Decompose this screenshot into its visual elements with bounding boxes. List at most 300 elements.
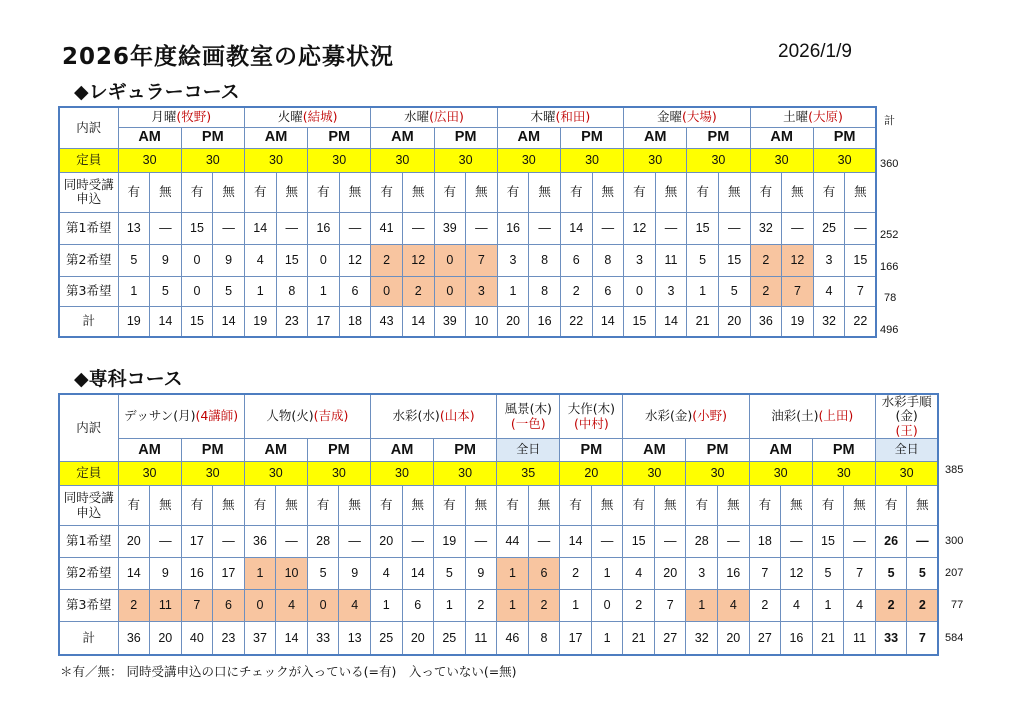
data-cell: 14 [560, 526, 592, 558]
data-cell: 20 [402, 622, 434, 655]
yes-header: 有 [118, 172, 150, 212]
capacity-value: 30 [813, 148, 876, 172]
course-header [875, 394, 938, 439]
data-cell: 2 [750, 244, 782, 276]
data-cell: 3 [624, 244, 656, 276]
capacity-value: 30 [308, 148, 371, 172]
row-label: 計 [59, 622, 118, 655]
day-name: 土曜 [783, 109, 809, 125]
data-cell: 5 [812, 558, 844, 590]
data-cell: 33 [307, 622, 339, 655]
data-cell: 2 [749, 590, 781, 622]
yes-header: 有 [370, 486, 402, 526]
data-cell: 9 [150, 558, 182, 590]
specialty-course-table [58, 393, 939, 656]
corner-label: 内訳 [59, 394, 118, 462]
data-cell: 15 [687, 212, 719, 244]
data-cell: 9 [213, 244, 245, 276]
data-cell: 14 [276, 622, 308, 655]
capacity-value: 30 [307, 462, 370, 486]
data-cell: 1 [497, 558, 529, 590]
data-cell: 13 [118, 212, 150, 244]
capacity-value: 30 [371, 148, 434, 172]
data-cell: 19 [244, 306, 276, 337]
day-header [371, 107, 497, 127]
data-cell: 16 [718, 558, 750, 590]
data-cell: 1 [497, 276, 529, 306]
data-cell: 2 [907, 590, 939, 622]
data-cell: 0 [434, 244, 466, 276]
day-header [624, 107, 750, 127]
pm-header: PM [560, 127, 623, 148]
data-cell: 14 [118, 558, 150, 590]
yes-header: 有 [812, 486, 844, 526]
row-label: 第1希望 [59, 212, 118, 244]
specialty-total-2: 207 [945, 567, 964, 579]
yes-header: 有 [181, 172, 213, 212]
pm-header: PM [307, 439, 370, 462]
data-cell: 26 [875, 526, 907, 558]
data-cell: 41 [371, 212, 403, 244]
data-cell: 32 [813, 306, 845, 337]
data-cell: 28 [307, 526, 339, 558]
data-cell: 36 [118, 622, 150, 655]
data-cell: 44 [497, 526, 529, 558]
specialty-capacity-total: 385 [945, 464, 964, 476]
capacity-value: 30 [812, 462, 875, 486]
yes-header: 有 [371, 172, 403, 212]
pm-header: PM [687, 127, 750, 148]
data-cell: 7 [181, 590, 213, 622]
data-cell: 1 [370, 590, 402, 622]
data-cell: — [465, 526, 497, 558]
pm-header: PM [560, 439, 623, 462]
yes-header: 有 [434, 486, 466, 526]
data-cell: 1 [812, 590, 844, 622]
teacher-name: (中村) [573, 415, 609, 431]
data-cell: 19 [118, 306, 150, 337]
yes-header: 有 [686, 486, 718, 526]
data-cell: 1 [497, 590, 529, 622]
data-cell: 7 [466, 244, 498, 276]
data-cell: 7 [845, 276, 877, 306]
row-label: 第3希望 [59, 276, 118, 306]
no-header: 無 [782, 172, 814, 212]
data-cell: 2 [528, 590, 560, 622]
am-header: AM [497, 127, 560, 148]
data-cell: — [907, 526, 939, 558]
data-cell: 5 [118, 244, 150, 276]
capacity-value: 30 [244, 462, 307, 486]
regular-total-2: 166 [880, 261, 899, 273]
data-cell: 8 [592, 244, 624, 276]
data-cell: 9 [339, 558, 371, 590]
no-header: 無 [591, 486, 623, 526]
specialty-total-1: 300 [945, 535, 964, 547]
specialty-section-title: ◆専科コース [74, 368, 183, 390]
data-cell: 5 [687, 244, 719, 276]
data-cell: 5 [718, 276, 750, 306]
data-cell: 28 [686, 526, 718, 558]
data-cell: 19 [434, 526, 466, 558]
no-header: 無 [654, 486, 686, 526]
no-header: 無 [402, 172, 434, 212]
regular-course-table [58, 106, 877, 338]
data-cell: 15 [181, 212, 213, 244]
course-name: 風景(木) [504, 401, 552, 417]
data-cell: — [213, 212, 245, 244]
data-cell: 16 [497, 212, 529, 244]
capacity-label: 定員 [59, 148, 118, 172]
capacity-value: 30 [370, 462, 433, 486]
data-cell: 4 [370, 558, 402, 590]
concurrent-label: 同時受講申込 [59, 486, 118, 526]
no-header: 無 [907, 486, 939, 526]
data-cell: 5 [150, 276, 182, 306]
data-cell: 11 [655, 244, 687, 276]
data-cell: 9 [150, 244, 182, 276]
data-cell: 15 [276, 244, 308, 276]
row-label: 第1希望 [59, 526, 118, 558]
data-cell: 1 [686, 590, 718, 622]
data-cell: — [150, 212, 182, 244]
data-cell: 36 [244, 526, 276, 558]
data-cell: 39 [434, 212, 466, 244]
data-cell: 2 [118, 590, 150, 622]
am-header: AM [750, 127, 813, 148]
data-cell: 3 [813, 244, 845, 276]
am-header: AM [118, 439, 181, 462]
data-cell: 11 [150, 590, 182, 622]
data-cell: 3 [497, 244, 529, 276]
data-cell: 14 [213, 306, 245, 337]
data-cell: 15 [181, 306, 213, 337]
data-cell: 22 [560, 306, 592, 337]
data-cell: 6 [528, 558, 560, 590]
data-cell: 40 [181, 622, 213, 655]
data-cell: 12 [339, 244, 371, 276]
data-cell: 37 [244, 622, 276, 655]
data-cell: 2 [402, 276, 434, 306]
capacity-value: 20 [560, 462, 623, 486]
yes-header: 有 [623, 486, 655, 526]
data-cell: — [718, 526, 750, 558]
am-header: AM [370, 439, 433, 462]
data-cell: 46 [497, 622, 529, 655]
data-cell: 4 [339, 590, 371, 622]
data-cell: 15 [624, 306, 656, 337]
footnote: ＊有／無： 同時受講申込の口にチェックが入っている(=有) 入っていない(=無) [60, 664, 517, 679]
data-cell: 17 [213, 558, 245, 590]
no-header: 無 [402, 486, 434, 526]
data-cell: 4 [781, 590, 813, 622]
data-cell: 1 [118, 276, 150, 306]
data-cell: 13 [339, 622, 371, 655]
pm-header: PM [181, 127, 244, 148]
data-cell: 23 [276, 306, 308, 337]
data-cell: 25 [370, 622, 402, 655]
data-cell: 4 [244, 244, 276, 276]
yes-header: 有 [497, 172, 529, 212]
regular-total-header: 計 [884, 115, 895, 127]
capacity-value: 30 [875, 462, 938, 486]
teacher-name: (一色) [510, 415, 546, 431]
data-cell: 15 [845, 244, 877, 276]
data-cell: 15 [812, 526, 844, 558]
regular-capacity-total: 360 [880, 158, 899, 170]
data-cell: 12 [782, 244, 814, 276]
data-cell: 16 [529, 306, 561, 337]
data-cell: 0 [371, 276, 403, 306]
teacher-name: (4講師) [195, 408, 239, 424]
yes-header: 有 [118, 486, 150, 526]
data-cell: 20 [654, 558, 686, 590]
regular-total-1: 252 [880, 229, 899, 241]
data-cell: — [529, 212, 561, 244]
specialty-total-3: 77 [951, 599, 964, 611]
data-cell: 17 [308, 306, 340, 337]
day-name: 火曜 [277, 109, 303, 125]
data-cell: 9 [465, 558, 497, 590]
data-cell: 0 [624, 276, 656, 306]
data-cell: — [528, 526, 560, 558]
data-cell: — [781, 526, 813, 558]
data-cell: 6 [402, 590, 434, 622]
no-header: 無 [781, 486, 813, 526]
data-cell: — [592, 212, 624, 244]
data-cell: 11 [844, 622, 876, 655]
day-name: 水曜 [404, 109, 430, 125]
pm-header: PM [308, 127, 371, 148]
data-cell: 18 [339, 306, 371, 337]
page-title: 2026年度絵画教室の応募状況 [62, 44, 395, 70]
course-header [623, 394, 749, 439]
data-cell: 6 [339, 276, 371, 306]
data-cell: 3 [686, 558, 718, 590]
data-cell: 2 [560, 276, 592, 306]
data-cell: 5 [434, 558, 466, 590]
yes-header: 有 [560, 172, 592, 212]
data-cell: 8 [529, 244, 561, 276]
data-cell: 4 [276, 590, 308, 622]
day-name: 月曜 [151, 109, 177, 125]
data-cell: 7 [907, 622, 939, 655]
data-cell: — [782, 212, 814, 244]
capacity-label: 定員 [59, 462, 118, 486]
yes-header: 有 [307, 486, 339, 526]
course-header [370, 394, 496, 439]
no-header: 無 [339, 486, 371, 526]
data-cell: 2 [371, 244, 403, 276]
data-cell: 5 [907, 558, 939, 590]
yes-header: 有 [624, 172, 656, 212]
data-cell: 16 [181, 558, 213, 590]
data-cell: 2 [875, 590, 907, 622]
yes-header: 有 [875, 486, 907, 526]
capacity-value: 30 [623, 462, 686, 486]
no-header: 無 [466, 172, 498, 212]
capacity-value: 30 [434, 148, 497, 172]
specialty-total-sum: 584 [945, 632, 964, 644]
regular-total-3: 78 [884, 292, 897, 304]
data-cell: 0 [591, 590, 623, 622]
data-cell: 10 [466, 306, 498, 337]
day-name: 金曜 [656, 109, 682, 125]
data-cell: 32 [750, 212, 782, 244]
yes-header: 有 [244, 172, 276, 212]
day-header [750, 107, 876, 127]
capacity-value: 30 [497, 148, 560, 172]
data-cell: 10 [276, 558, 308, 590]
data-cell: 17 [560, 622, 592, 655]
data-cell: 3 [466, 276, 498, 306]
no-header: 無 [592, 172, 624, 212]
teacher-name: (大原) [808, 109, 843, 125]
row-label: 第2希望 [59, 558, 118, 590]
data-cell: 8 [276, 276, 308, 306]
data-cell: 7 [782, 276, 814, 306]
data-cell: 1 [591, 622, 623, 655]
data-cell: 20 [718, 622, 750, 655]
course-header [497, 394, 560, 439]
data-cell: 14 [592, 306, 624, 337]
capacity-value: 30 [750, 148, 813, 172]
course-name: 水彩手順(金) [881, 394, 932, 424]
capacity-value: 30 [687, 148, 750, 172]
data-cell: 1 [434, 590, 466, 622]
data-cell: — [654, 526, 686, 558]
yes-header: 有 [181, 486, 213, 526]
data-cell: — [339, 212, 371, 244]
teacher-name: (上田) [818, 408, 854, 424]
data-cell: 1 [560, 590, 592, 622]
yes-header: 有 [434, 172, 466, 212]
data-cell: 15 [718, 244, 750, 276]
teacher-name: (大場) [681, 109, 717, 125]
yes-header: 有 [687, 172, 719, 212]
no-header: 無 [718, 486, 750, 526]
course-name: 大作(木) [567, 401, 615, 417]
teacher-name: (牧野) [176, 109, 212, 125]
course-name: 水彩(水) [392, 408, 440, 424]
report-date: 2026/1/9 [778, 41, 852, 62]
data-cell: 14 [402, 558, 434, 590]
data-cell: 1 [308, 276, 340, 306]
data-cell: 14 [560, 212, 592, 244]
no-header: 無 [276, 172, 308, 212]
no-header: 無 [213, 172, 245, 212]
data-cell: — [276, 526, 308, 558]
data-cell: 20 [718, 306, 750, 337]
capacity-value: 30 [118, 148, 181, 172]
capacity-value: 30 [686, 462, 749, 486]
data-cell: 27 [749, 622, 781, 655]
am-header: AM [371, 127, 434, 148]
corner-label: 内訳 [59, 107, 118, 148]
yes-header: 有 [244, 486, 276, 526]
row-label: 第2希望 [59, 244, 118, 276]
no-header: 無 [150, 172, 182, 212]
no-header: 無 [655, 172, 687, 212]
data-cell: 6 [560, 244, 592, 276]
data-cell: 1 [687, 276, 719, 306]
day-header [118, 107, 244, 127]
data-cell: 5 [307, 558, 339, 590]
pm-header: PM [434, 439, 497, 462]
capacity-value: 30 [434, 462, 497, 486]
capacity-value: 30 [244, 148, 307, 172]
capacity-value: 35 [497, 462, 560, 486]
data-cell: — [276, 212, 308, 244]
data-cell: 15 [623, 526, 655, 558]
course-name: 人物(火) [266, 408, 314, 424]
regular-section-title: ◆レギュラーコース [74, 81, 240, 103]
data-cell: 23 [213, 622, 245, 655]
data-cell: 32 [686, 622, 718, 655]
data-cell: — [591, 526, 623, 558]
row-label: 第3希望 [59, 590, 118, 622]
yes-header: 有 [560, 486, 592, 526]
data-cell: 39 [434, 306, 466, 337]
data-cell: 2 [750, 276, 782, 306]
data-cell: 0 [307, 590, 339, 622]
yes-header: 有 [308, 172, 340, 212]
row-label: 計 [59, 306, 118, 337]
data-cell: 20 [497, 306, 529, 337]
data-cell: 0 [244, 590, 276, 622]
data-cell: 12 [402, 244, 434, 276]
yes-header: 有 [750, 172, 782, 212]
data-cell: 0 [308, 244, 340, 276]
data-cell: — [845, 212, 877, 244]
am-header: AM [623, 439, 686, 462]
data-cell: 5 [213, 276, 245, 306]
no-header: 無 [213, 486, 245, 526]
capacity-value: 30 [749, 462, 812, 486]
data-cell: 0 [434, 276, 466, 306]
data-cell: 20 [118, 526, 150, 558]
data-cell: 2 [465, 590, 497, 622]
pm-header: PM [812, 439, 875, 462]
data-cell: — [402, 212, 434, 244]
teacher-name: (小野) [692, 408, 728, 424]
data-cell: 4 [813, 276, 845, 306]
teacher-name: (王) [895, 422, 918, 438]
data-cell: 8 [528, 622, 560, 655]
data-cell: 4 [623, 558, 655, 590]
pm-header: PM [181, 439, 244, 462]
course-name: 油彩(土) [771, 408, 819, 424]
course-name: 水彩(金) [644, 408, 693, 424]
data-cell: 3 [655, 276, 687, 306]
data-cell: 25 [434, 622, 466, 655]
course-header [244, 394, 370, 439]
capacity-value: 30 [560, 148, 623, 172]
full-day-header: 全日 [875, 439, 938, 462]
data-cell: 16 [781, 622, 813, 655]
data-cell: 8 [529, 276, 561, 306]
data-cell: 21 [812, 622, 844, 655]
capacity-value: 30 [624, 148, 687, 172]
yes-header: 有 [749, 486, 781, 526]
teacher-name: (山本) [439, 408, 475, 424]
data-cell: 33 [875, 622, 907, 655]
data-cell: 2 [623, 590, 655, 622]
data-cell: 14 [655, 306, 687, 337]
data-cell: — [466, 212, 498, 244]
no-header: 無 [844, 486, 876, 526]
course-header [749, 394, 875, 439]
